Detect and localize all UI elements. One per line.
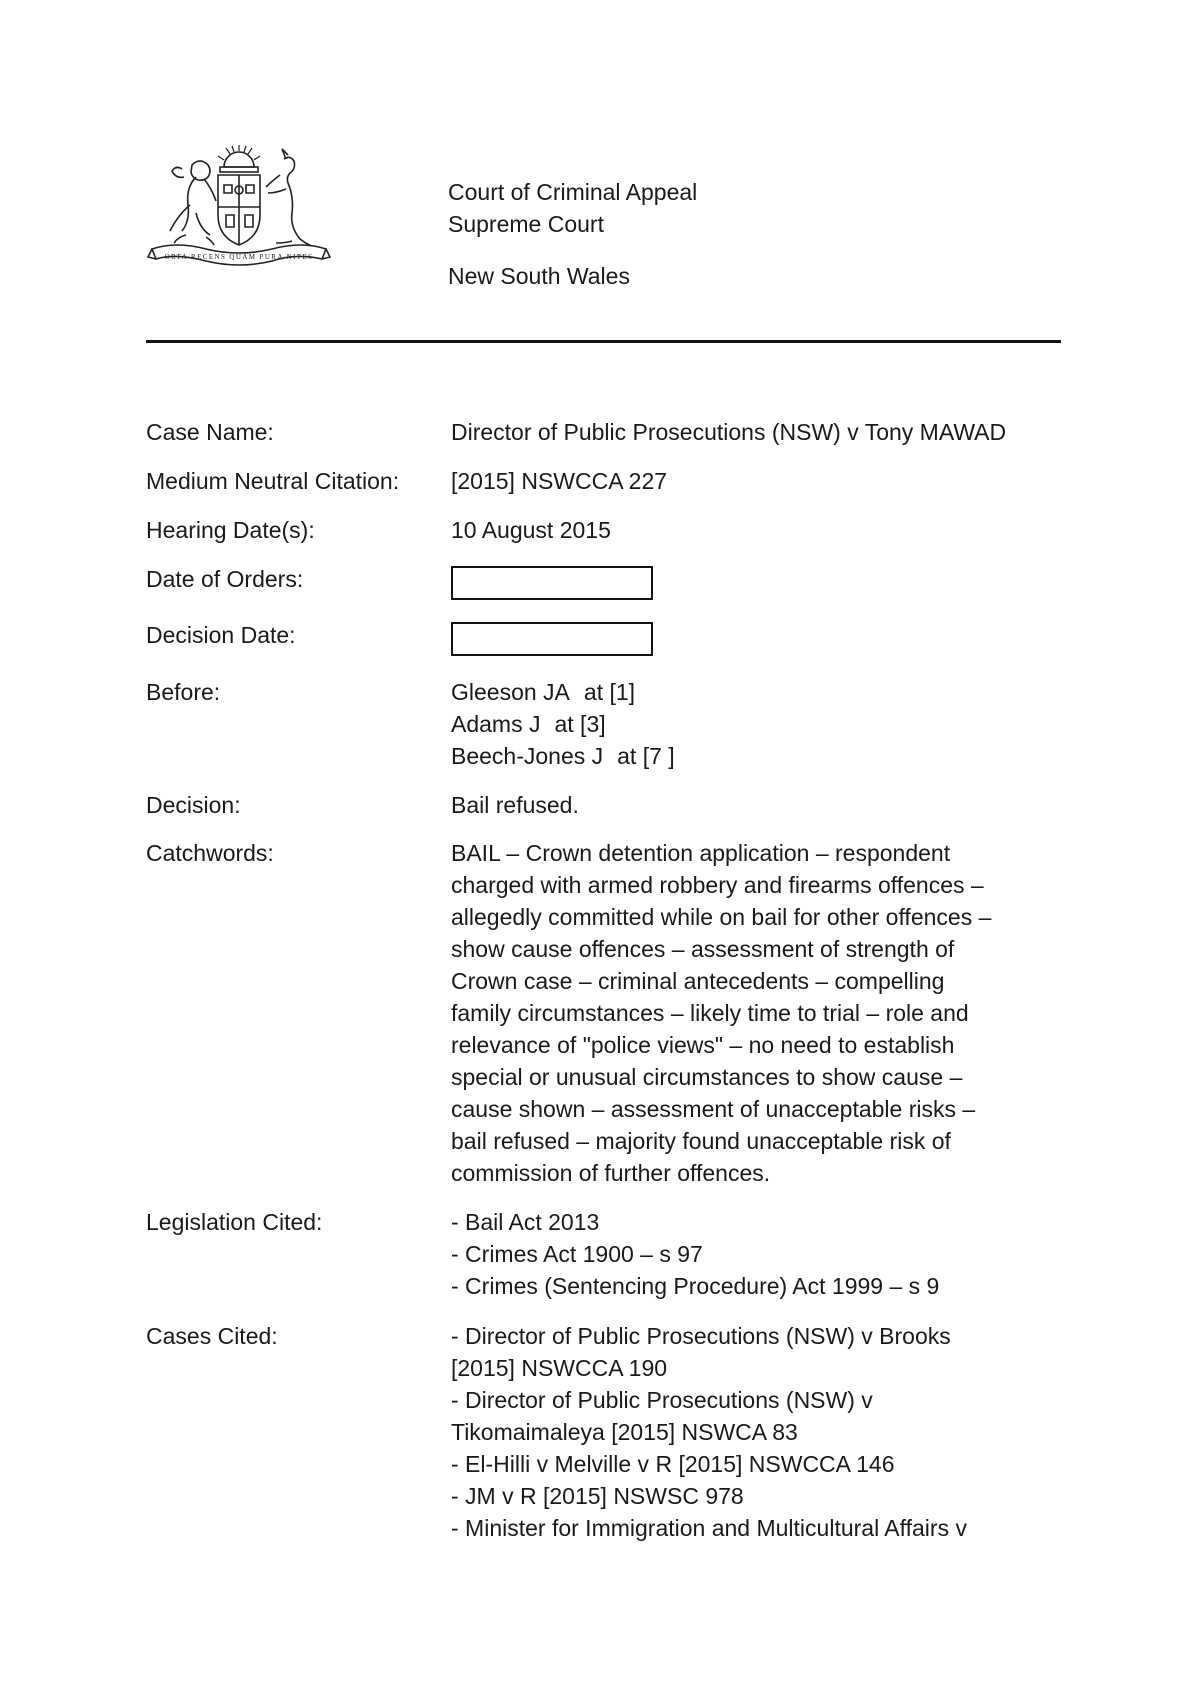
- decision-date-label: Decision Date:: [146, 622, 296, 648]
- judge-paragraph-ref: at [1]: [583, 679, 636, 705]
- court-division: Supreme Court: [448, 211, 604, 237]
- date-of-orders-row: [146, 563, 1061, 619]
- catchwords-line: bail refused – majority found unacceptable risk of: [451, 1128, 951, 1154]
- hearing-date-row: [146, 514, 1061, 563]
- catchwords-line: relevance of "police views" – no need to establish: [451, 1032, 955, 1058]
- catchwords-line: charged with armed robbery and firearms offences –: [451, 872, 984, 898]
- case-name-label: Case Name:: [146, 419, 274, 445]
- hearing-date-label: Hearing Date(s):: [146, 517, 315, 543]
- catchwords-label: Catchwords:: [146, 840, 274, 866]
- before-label: Before:: [146, 679, 221, 705]
- date-of-orders-label: Date of Orders:: [146, 566, 304, 592]
- catchwords-line: special or unusual circumstances to show cause –: [451, 1064, 963, 1090]
- judges-list: [451, 676, 1061, 772]
- judge-name: Beech-Jones J: [451, 743, 604, 769]
- catchwords-line: cause shown – assessment of unacceptable risks –: [451, 1096, 976, 1122]
- catchwords-line: allegedly committed while on bail for other offences –: [451, 904, 992, 930]
- catchwords-line: Crown case – criminal antecedents – compelling: [451, 968, 945, 994]
- jurisdiction: New South Wales: [448, 263, 630, 289]
- legislation-label: Legislation Cited:: [146, 1209, 323, 1235]
- judge-name: Adams J: [451, 711, 541, 737]
- svg-text:ORTA RECENS QUAM PURA NITES: ORTA RECENS QUAM PURA NITES: [164, 253, 314, 261]
- cases-label: Cases Cited:: [146, 1323, 278, 1349]
- case-item: - Director of Public Prosecutions (NSW) v Brooks: [451, 1323, 951, 1349]
- header-divider: [146, 340, 1061, 343]
- judge-entry: [451, 676, 1061, 708]
- catchwords-line: show cause offences – assessment of strength of: [451, 936, 955, 962]
- case-item: - JM v R [2015] NSWSC 978: [451, 1483, 744, 1509]
- catchwords-row: [146, 837, 1061, 1206]
- case-name-value: Director of Public Prosecutions (NSW) v Tony MAWAD: [451, 419, 1007, 445]
- case-metadata-table: [146, 416, 1061, 1544]
- citation-value: [2015] NSWCCA 227: [451, 468, 668, 494]
- decision-date-field: [451, 622, 653, 656]
- catchwords-line: family circumstances – likely time to trial – role and: [451, 1000, 969, 1026]
- catchwords-text: [451, 837, 1061, 1189]
- judge-entry: [451, 708, 1061, 740]
- date-of-orders-field: [451, 566, 653, 600]
- nsw-coat-of-arms-logo: [146, 145, 332, 275]
- case-item: [2015] NSWCCA 190: [451, 1355, 668, 1381]
- case-item: - Director of Public Prosecutions (NSW) v: [451, 1387, 873, 1413]
- catchwords-line: BAIL – Crown detention application – respondent: [451, 840, 951, 866]
- decision-row: [146, 789, 1061, 837]
- legislation-row: [146, 1206, 1061, 1320]
- judge-paragraph-ref: at [3]: [554, 711, 606, 737]
- case-item: - El-Hilli v Melville v R [2015] NSWCCA 146: [451, 1451, 895, 1477]
- legislation-list: [451, 1206, 1061, 1302]
- decision-label: Decision:: [146, 792, 241, 818]
- legislation-item: - Bail Act 2013: [451, 1209, 600, 1235]
- legislation-item: - Crimes Act 1900 – s 97: [451, 1241, 703, 1267]
- case-item: Tikomaimaleya [2015] NSWCA 83: [451, 1419, 798, 1445]
- citation-row: [146, 465, 1061, 514]
- judge-entry: [451, 740, 1061, 772]
- cases-row: [146, 1320, 1061, 1544]
- court-name: Court of Criminal Appeal: [448, 179, 698, 205]
- judge-paragraph-ref: at [7 ]: [617, 743, 675, 769]
- judge-name: Gleeson JA: [451, 679, 570, 705]
- case-name-row: [146, 416, 1061, 465]
- case-item: - Minister for Immigration and Multicultural Affairs v: [451, 1515, 967, 1541]
- legislation-item: - Crimes (Sentencing Procedure) Act 1999 – s 9: [451, 1273, 940, 1299]
- decision-value: Bail refused.: [451, 792, 579, 818]
- court-heading: [448, 176, 697, 292]
- decision-date-row: [146, 619, 1061, 676]
- before-row: [146, 676, 1061, 789]
- citation-label: Medium Neutral Citation:: [146, 468, 400, 494]
- catchwords-line: commission of further offences.: [451, 1160, 771, 1186]
- cases-list: [451, 1320, 1061, 1544]
- hearing-date-value: 10 August 2015: [451, 517, 611, 543]
